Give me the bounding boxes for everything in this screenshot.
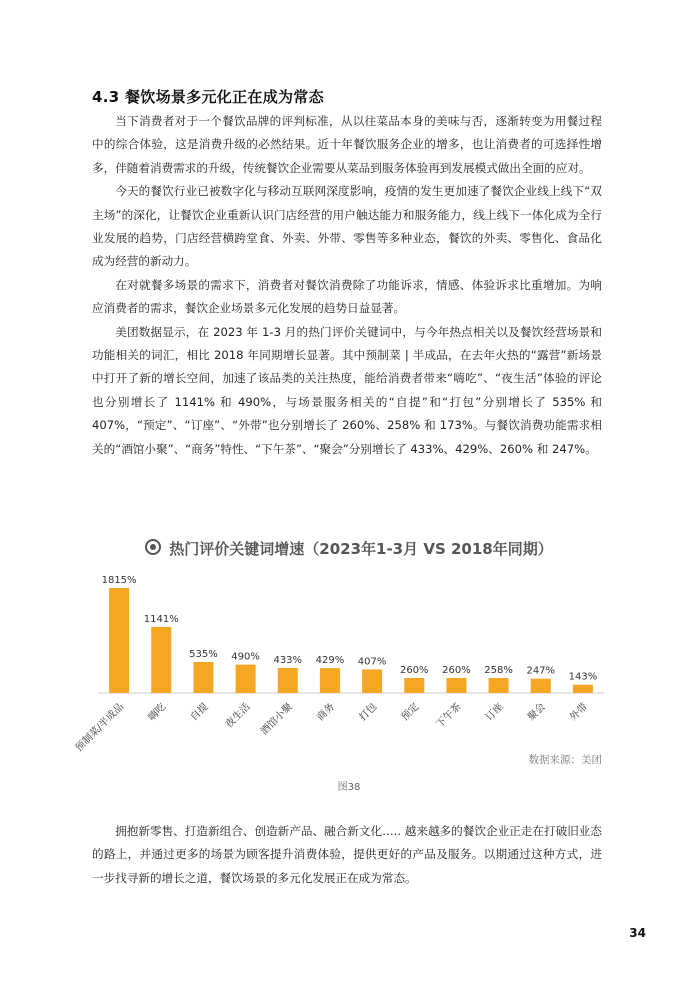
bar-value-label: 407% [357, 656, 387, 668]
intro-text [92, 110, 602, 461]
data-source: 数据来源：美团 [528, 754, 602, 766]
chart-bar [531, 679, 551, 693]
chart-bar [404, 678, 424, 693]
closing-text [92, 820, 602, 890]
bar-value-label: 143% [568, 671, 598, 683]
paragraph-2: 今天的餐饮行业已被数字化与移动互联网深度影响，疫情的发生更加速了餐饮企业线上线下“双主场”的深化，让餐饮企业重新认识门店经营的用户触达能力和服务能力，线上线下一体化成为全行业发展的趋势，门店经营横跨堂食、外卖、外带、零售等多种业态，餐饮的外卖、零售化、食品化成为经营的新动力。 [92, 184, 602, 269]
paragraph-4: 美团数据显示，在 2023 年 1-3 月的热门评价关键词中，与今年热点相关以及餐饮经营场景和功能相关的词汇，相比 2018 年同期增长显著。其中预制菜 | 半成品，在去年火热的“露营”新场景中打开了新的增长空间，加速了该品类的关注热度，能给消费者带来“嗨吃”、“夜生活”体验的评论也分别增长了 1141% 和 490%，与场景服务相关的“自提”和“打包”分别增长了 535% 和 407%，“预定”、“订座”、“外带”也分别增长了 260%、258% 和 173%。与餐饮消费功能需求相关的“酒馆小聚”、“商务”特性、“下午茶”、“聚会”分别增长了 433%、429%、260% 和 247%。 [92, 324, 602, 456]
chart-bar [489, 678, 509, 693]
chart-bar [236, 665, 256, 693]
paragraph-1: 当下消费者对于一个餐饮品牌的评判标准，从以往菜品本身的美味与否，逐渐转变为用餐过程中的综合体验，这是消费升级的必然结果。近十年餐饮服务企业的增多，也让消费者的可选择性增多，伴随着消费需求的升级，传统餐饮企业需要从菜品到服务体验再到发展模式做出全面的应对。 [92, 114, 602, 175]
page-number: 34 [629, 926, 646, 940]
section-heading: 4.3 餐饮场景多元化正在成为常态 [92, 88, 324, 106]
chart-bar [193, 662, 213, 693]
category-tick-label: 下午茶 [434, 701, 464, 731]
bar-value-label: 258% [484, 665, 513, 677]
category-tick-label: 商务 [315, 701, 338, 724]
bar-value-label: 1141% [143, 613, 179, 625]
category-tick-label: 订座 [483, 701, 506, 724]
bar-value-label: 433% [273, 654, 303, 666]
bar-value-label: 260% [442, 664, 471, 676]
bar-value-label: 490% [231, 651, 260, 663]
chart-title-text: 热门评价关键词增速（2023年1-3月 VS 2018年同期） [169, 540, 553, 558]
bar-value-label: 535% [189, 649, 218, 661]
paragraph-3: 在对就餐多场景的需求下，消费者对餐饮消费除了功能诉求，情感、体验诉求比重增加。为响应消费者的需求，餐饮企业场景多元化发展的趋势日益显著。 [92, 277, 602, 316]
figure-caption: 图38 [337, 782, 361, 793]
chart-bar [109, 588, 129, 693]
chart-bar [278, 668, 298, 693]
bar-value-label: 247% [526, 665, 556, 677]
category-tick-label: 聚会 [525, 701, 548, 724]
chart-title [0, 538, 698, 559]
closing-paragraph: 拥抱新零售、打造新组合、创造新产品、融合新文化….. 越来越多的餐饮企业正走在打破旧业态的路上，并通过更多的场景为顾客提升消费体验，提供更好的产品及服务。以期通过这种方式，进一步找寻新的增长之道，餐饮场景的多元化发展正在成为常态。 [92, 824, 602, 885]
category-tick-label: 酒馆小聚 [258, 701, 295, 738]
bar-value-label: 1815% [101, 574, 137, 586]
target-icon [145, 539, 161, 555]
category-tick-label: 嗨吃 [146, 701, 169, 724]
chart-bar [573, 685, 593, 693]
chart-bar [320, 668, 340, 693]
chart-bar [362, 669, 382, 693]
bar-value-label: 260% [399, 664, 429, 676]
category-tick-label: 外带 [568, 701, 591, 724]
bar-value-label: 429% [315, 655, 345, 667]
chart-bar [151, 627, 171, 693]
category-tick-label: 自提 [188, 701, 211, 724]
category-tick-label: 打包 [357, 701, 380, 724]
category-tick-label: 预制菜/半成品 [73, 701, 127, 754]
chart-bar [446, 678, 466, 693]
category-tick-label: 预定 [399, 701, 422, 724]
bar-chart [0, 560, 698, 755]
category-tick-label: 夜生活 [223, 701, 253, 731]
